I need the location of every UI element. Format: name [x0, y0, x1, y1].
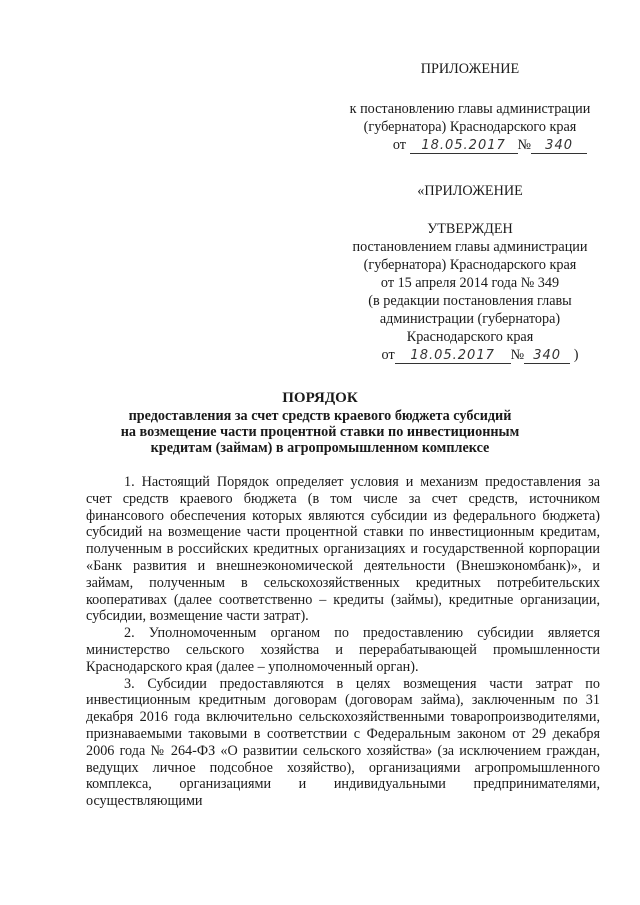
appendix-line-2: (губернатора) Краснодарского края: [363, 119, 577, 135]
paragraph-1: 1. Настоящий Порядок определяет условия и механизм предоставления за счет средств краевого бюджета (в том числе за счет средств, источником финансового обеспечения которых являются субсидии из федерального бюджета) субсидий на возмещение части процентной ставки по инвестиционным кредитам, полученным в российских кредитных организациях и государственной корпорации «Банк развития и внешнеэкономической деятельности (Внешэкономбанк)», и займам, полученным в сельскохозяйственных кредитных потребительских кооперативах (далее соответственно – кредиты (займы), кредитные организации, субсидии, возмещение части затрат).: [86, 474, 600, 625]
appendix-header: [330, 60, 610, 154]
document-body: [86, 474, 600, 810]
number-label: №: [510, 347, 525, 363]
document-title: ПОРЯДОК: [282, 390, 358, 406]
paragraph-2: 2. Уполномоченным органом по предоставлению субсидии является министерство сельского хозяйства и перерабатывающей промышленности Краснодарского края (далее – уполномоченный орган).: [86, 625, 600, 675]
approval-line-2: (губернатора) Краснодарского края: [363, 257, 577, 273]
from-label: от: [381, 347, 395, 363]
document-subtitle-line-3: кредитам (займам) в агропромышленном комплексе: [150, 440, 490, 456]
approval-line-3: от 15 апреля 2014 года № 349: [380, 275, 560, 291]
approved-label: УТВЕРЖДЕН: [427, 221, 513, 237]
handwritten-number: 340: [531, 139, 587, 154]
appendix-date-line: [370, 136, 610, 154]
paragraph-3: 3. Субсидии предоставляются в целях возмещения части затрат по инвестиционным кредитным договорам (договорам займа), заключенным по 31 декабря 2016 года включительно сельскохозяйственными товаропроизводителями, признаваемыми таковыми в соответствии с Федеральным законом от 29 декабря 2006 года № 264-ФЗ «О развитии сельского хозяйства» (за исключением граждан, ведущих личное подсобное хозяйство), организациями агропромышленного комплекса, организациями и индивидуальными предпринимателями, осуществляющими: [86, 675, 600, 810]
approval-line-6: Краснодарского края: [406, 329, 534, 345]
approval-line-1: постановлением главы администрации: [352, 239, 588, 255]
approval-line-5: администрации (губернатора): [379, 311, 561, 327]
approval-line-4: (в редакции постановления главы: [368, 293, 572, 309]
handwritten-date: 18.05.2017: [395, 349, 511, 364]
from-label: от: [392, 137, 406, 153]
closing-paren: ): [573, 347, 579, 363]
handwritten-date: 18.05.2017: [410, 139, 518, 154]
approval-date-line: [350, 346, 610, 364]
document-subtitle-line-2: на возмещение части процентной ставки по инвестиционным: [120, 424, 520, 440]
appendix-line-1: к постановлению главы администрации: [349, 101, 591, 117]
approval-appendix-title: «ПРИЛОЖЕНИЕ: [417, 183, 523, 199]
handwritten-number: 340: [524, 349, 570, 364]
document-subtitle-line-1: предоставления за счет средств краевого бюджета субсидий: [128, 408, 512, 424]
approval-header: [330, 182, 610, 364]
number-label: №: [517, 137, 532, 153]
appendix-title: ПРИЛОЖЕНИЕ: [420, 61, 520, 77]
